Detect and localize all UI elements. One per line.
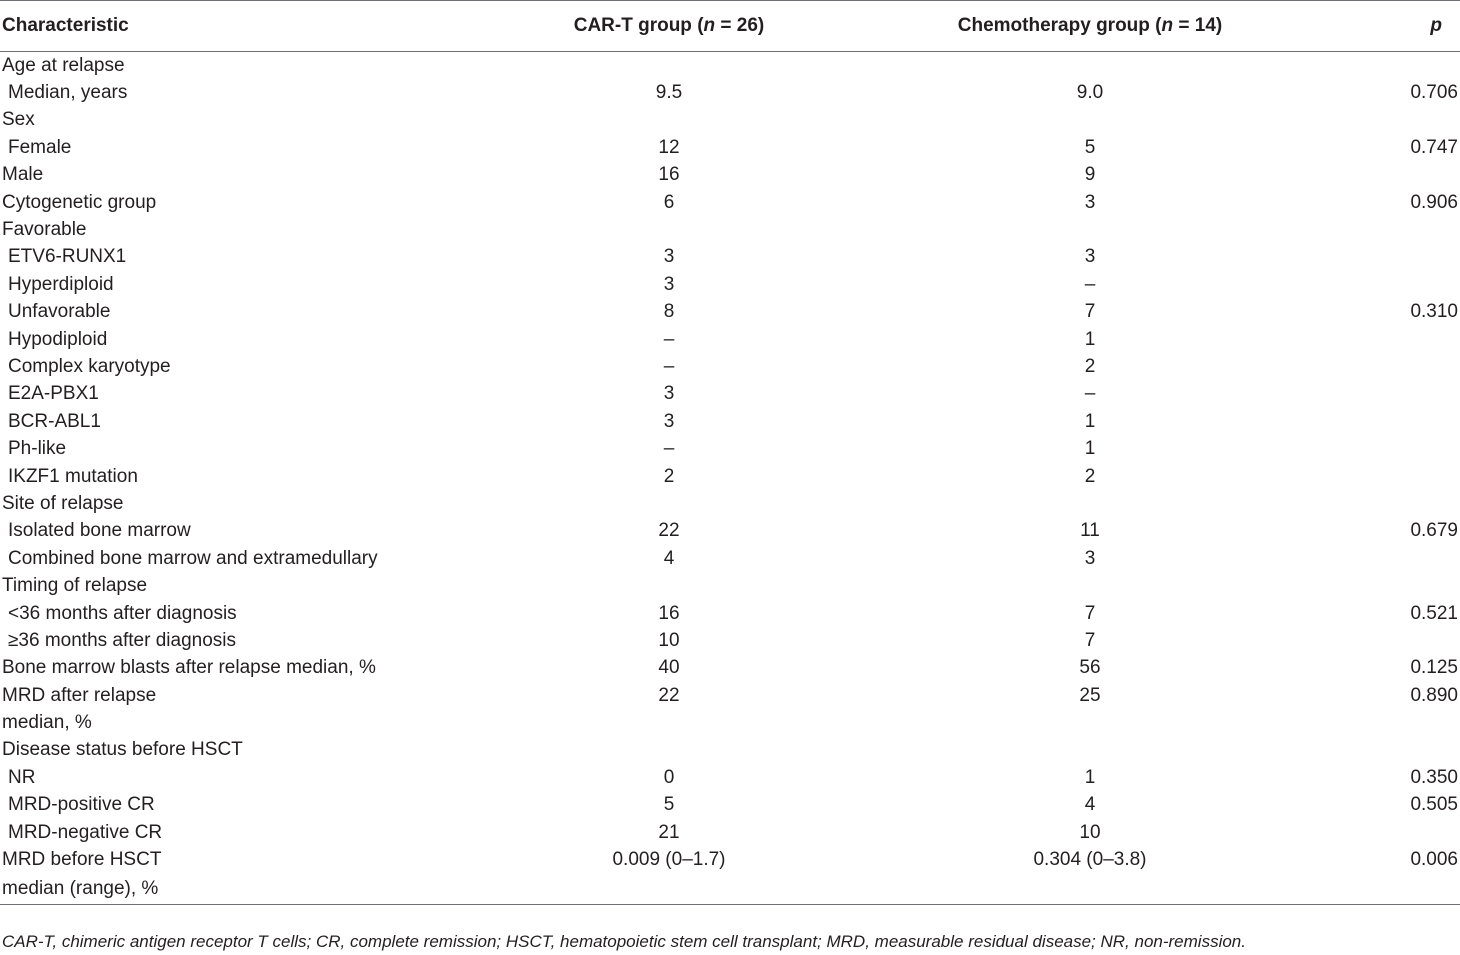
- car-t-value: 9.5: [655, 82, 683, 104]
- chemo-value: 3: [1084, 191, 1096, 213]
- row-label: Hypodiploid: [8, 328, 108, 350]
- p-value: [1302, 52, 1460, 80]
- header-car-t-suffix: = 26): [715, 15, 765, 36]
- row-label: MRD after relapse: [2, 684, 157, 706]
- table-row: [0, 79, 1460, 106]
- p-value: 0.350: [1410, 766, 1458, 788]
- chemo-value: –: [1084, 383, 1096, 405]
- chemo-value: 56: [1079, 657, 1101, 679]
- car-t-value: 4: [663, 547, 675, 569]
- car-t-value: 22: [658, 520, 680, 542]
- p-value: [1302, 627, 1460, 654]
- p-value: [1302, 107, 1460, 134]
- p-value: [1302, 271, 1460, 298]
- table-row: [0, 435, 1460, 462]
- row-label: Disease status before HSCT: [2, 739, 243, 761]
- car-t-value: 16: [658, 602, 680, 624]
- p-value: [1302, 490, 1460, 517]
- p-value: [1302, 819, 1460, 846]
- p-value: [1302, 709, 1460, 736]
- table-row: [0, 572, 1460, 599]
- p-value: [1302, 326, 1460, 353]
- chemo-value: 1: [1084, 766, 1096, 788]
- table-row: [0, 299, 1460, 326]
- car-t-value: 3: [663, 410, 675, 432]
- p-value: 0.310: [1410, 301, 1458, 323]
- chemo-value: 1: [1084, 438, 1096, 460]
- table-row: [0, 381, 1460, 408]
- row-label: MRD-positive CR: [8, 794, 155, 816]
- p-value: 0.505: [1410, 794, 1458, 816]
- car-t-value: 16: [658, 164, 680, 186]
- p-value: [1302, 162, 1460, 189]
- car-t-value: 10: [658, 629, 680, 651]
- car-t-value: [460, 216, 878, 243]
- row-label: median (range), %: [0, 874, 460, 905]
- row-label: MRD before HSCT: [2, 849, 162, 871]
- car-t-value: 3: [663, 273, 675, 295]
- p-value: 0.521: [1410, 602, 1458, 624]
- p-value: [1302, 381, 1460, 408]
- p-value: 0.706: [1410, 82, 1458, 104]
- p-value: 0.906: [1410, 191, 1458, 213]
- row-label: BCR-ABL1: [8, 410, 101, 432]
- chemo-value: 0.304 (0–3.8): [1033, 849, 1147, 871]
- chemo-value: 1: [1084, 328, 1096, 350]
- table-row: [0, 600, 1460, 627]
- row-label: E2A-PBX1: [8, 383, 99, 405]
- header-car-t-group: [460, 1, 878, 52]
- row-label: Hyperdiploid: [8, 273, 114, 295]
- header-characteristic: Characteristic: [0, 1, 460, 52]
- table-row: [0, 326, 1460, 353]
- p-value: [1302, 353, 1460, 380]
- table-row: [0, 545, 1460, 572]
- chemo-value: 25: [1079, 684, 1101, 706]
- table-row: [0, 655, 1460, 682]
- car-t-value: 0.009 (0–1.7): [612, 849, 726, 871]
- chemo-value: [878, 737, 1302, 764]
- row-label: Sex: [2, 109, 35, 131]
- row-label: Cytogenetic group: [2, 191, 157, 213]
- table-row: [0, 737, 1460, 764]
- car-t-value: [460, 874, 878, 905]
- chemo-value: 10: [1079, 821, 1101, 843]
- p-value: [1302, 216, 1460, 243]
- row-label: ETV6-RUNX1: [8, 246, 127, 268]
- p-value: [1302, 435, 1460, 462]
- row-label: MRD-negative CR: [8, 821, 163, 843]
- p-value: [1302, 463, 1460, 490]
- table-row: [0, 490, 1460, 517]
- chemo-value: 2: [1084, 355, 1096, 377]
- p-value: 0.006: [1410, 849, 1458, 871]
- car-t-value: [460, 737, 878, 764]
- row-label: ≥36 months after diagnosis: [8, 629, 236, 651]
- table-header-row: [0, 1, 1460, 52]
- car-t-value: [460, 52, 878, 80]
- row-label: Favorable: [2, 219, 87, 241]
- table-row: [0, 134, 1460, 161]
- car-t-value: 5: [663, 794, 675, 816]
- row-label: Male: [2, 164, 44, 186]
- header-car-t-n: n: [703, 15, 716, 36]
- car-t-value: [460, 490, 878, 517]
- header-p: p: [1430, 15, 1442, 36]
- row-label: Site of relapse: [2, 492, 124, 514]
- chemo-value: 7: [1084, 629, 1096, 651]
- car-t-value: –: [663, 438, 675, 460]
- p-value: [1302, 572, 1460, 599]
- chemo-value: 1: [1084, 410, 1096, 432]
- chemo-value: 4: [1084, 794, 1096, 816]
- header-p-value: [1302, 1, 1460, 52]
- table-row: [0, 162, 1460, 189]
- table-row: [0, 682, 1460, 709]
- car-t-value: 22: [658, 684, 680, 706]
- header-car-t-prefix: CAR-T group (: [573, 15, 704, 36]
- chemo-value: 2: [1084, 465, 1096, 487]
- chemo-value: 9: [1084, 164, 1096, 186]
- row-label: Timing of relapse: [2, 575, 148, 597]
- p-value: [1302, 244, 1460, 271]
- row-label: Ph-like: [8, 438, 67, 460]
- table-row: [0, 353, 1460, 380]
- table-row: [0, 463, 1460, 490]
- p-value: [1302, 545, 1460, 572]
- table-row: [0, 52, 1460, 80]
- car-t-value: –: [663, 355, 675, 377]
- chemo-value: 7: [1084, 602, 1096, 624]
- table-row: [0, 764, 1460, 791]
- car-t-value: 8: [663, 301, 675, 323]
- car-t-value: 0: [663, 766, 675, 788]
- row-label: Isolated bone marrow: [8, 520, 191, 542]
- table-row: [0, 216, 1460, 243]
- car-t-value: [460, 107, 878, 134]
- table-row: [0, 408, 1460, 435]
- chemo-value: 9.0: [1076, 82, 1104, 104]
- p-value: [1302, 737, 1460, 764]
- car-t-value: 6: [663, 191, 675, 213]
- header-chemo-prefix: Chemotherapy group (: [957, 15, 1162, 36]
- car-t-value: 12: [658, 136, 680, 158]
- chemo-value: [878, 874, 1302, 905]
- p-value: 0.747: [1410, 136, 1458, 158]
- car-t-value: 3: [663, 383, 675, 405]
- car-t-value: 2: [663, 465, 675, 487]
- table-row: [0, 709, 1460, 736]
- row-label: Median, years: [8, 82, 128, 104]
- row-label: Unfavorable: [8, 301, 111, 323]
- chemo-value: 11: [1080, 520, 1100, 542]
- chemo-value: [878, 216, 1302, 243]
- row-label: IKZF1 mutation: [8, 465, 138, 487]
- car-t-value: [460, 709, 878, 736]
- row-label: Complex karyotype: [8, 355, 171, 377]
- row-label: Age at relapse: [2, 54, 125, 76]
- table-row: [0, 518, 1460, 545]
- header-chemotherapy-group: [878, 1, 1302, 52]
- table-row: [0, 107, 1460, 134]
- table-row: [0, 846, 1460, 873]
- chemo-value: [878, 52, 1302, 80]
- table-body: [0, 52, 1460, 905]
- car-t-value: 3: [663, 246, 675, 268]
- header-chemo-n: n: [1161, 15, 1174, 36]
- chemo-value: –: [1084, 273, 1096, 295]
- car-t-value: –: [663, 328, 675, 350]
- p-value: 0.125: [1410, 657, 1458, 679]
- p-value: [1302, 874, 1460, 905]
- p-value: 0.890: [1410, 684, 1458, 706]
- table-row: [0, 244, 1460, 271]
- row-label: NR: [8, 766, 36, 788]
- row-label: Bone marrow blasts after relapse median, %: [2, 657, 376, 679]
- car-t-value: 21: [658, 821, 680, 843]
- table-row: [0, 792, 1460, 819]
- chemo-value: [878, 490, 1302, 517]
- table-row: [0, 271, 1460, 298]
- row-label: <36 months after diagnosis: [8, 602, 237, 624]
- header-chemo-suffix: = 14): [1173, 15, 1223, 36]
- chemo-value: [878, 572, 1302, 599]
- table-row: [0, 627, 1460, 654]
- row-label: median, %: [2, 712, 92, 734]
- chemo-value: 7: [1084, 301, 1096, 323]
- table-row: [0, 819, 1460, 846]
- chemo-value: 3: [1084, 547, 1096, 569]
- chemo-value: [878, 709, 1302, 736]
- row-label: Female: [8, 136, 72, 158]
- table-row: [0, 874, 1460, 905]
- table-row: [0, 189, 1460, 216]
- table-footnote: CAR-T, chimeric antigen receptor T cells; CR, complete remission; HSCT, hematopoietic stem cell transplant; MRD, measurable residual disease; NR, non-remission.: [2, 932, 1246, 951]
- chemo-value: 5: [1084, 136, 1096, 158]
- car-t-value: 40: [658, 657, 680, 679]
- row-label: Combined bone marrow and extramedullary: [8, 547, 378, 569]
- p-value: 0.679: [1410, 520, 1458, 542]
- chemo-value: 3: [1084, 246, 1096, 268]
- chemo-value: [878, 107, 1302, 134]
- p-value: [1302, 408, 1460, 435]
- car-t-value: [460, 572, 878, 599]
